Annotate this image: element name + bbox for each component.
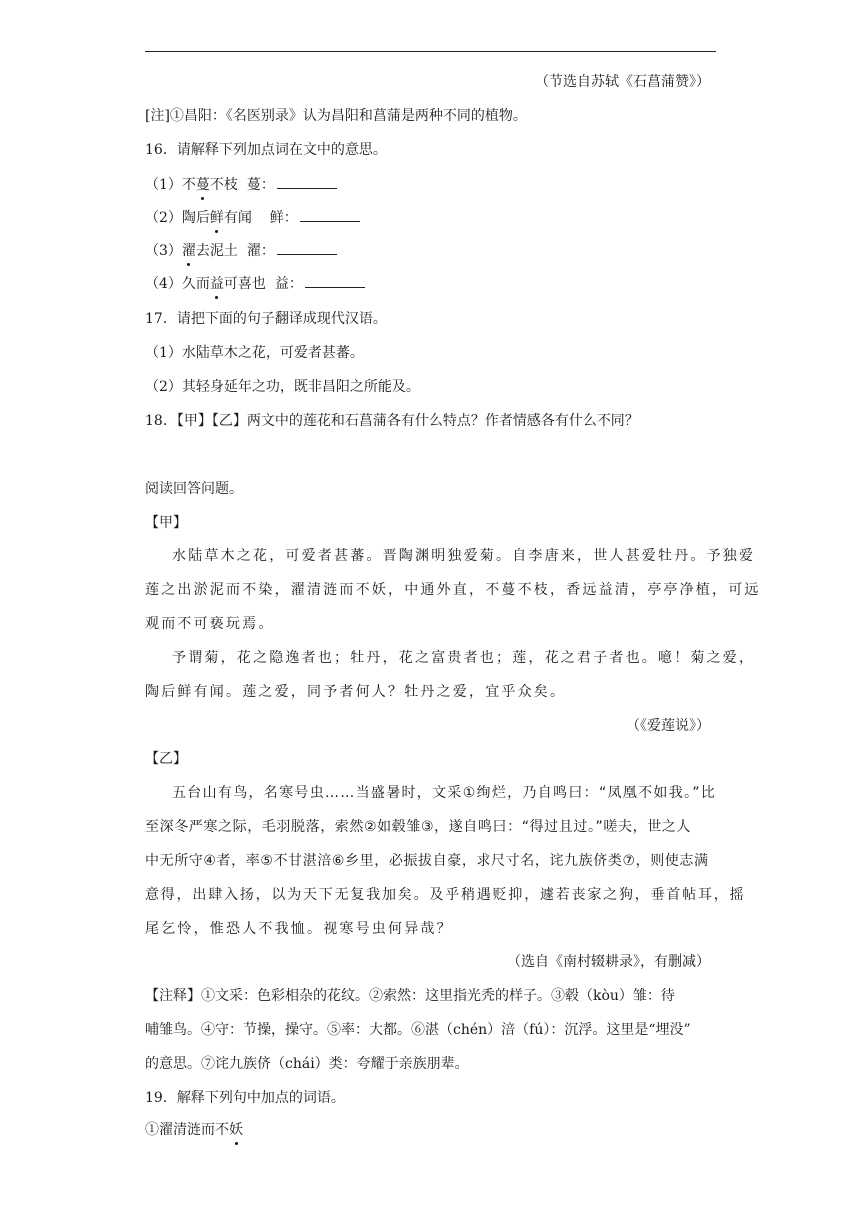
reading-instruction: 阅读回答问题。 (145, 481, 243, 497)
source-citation: （节选自苏轼《石菖蒲赞》） (535, 74, 710, 90)
dotted-word: 妖 (229, 1122, 243, 1138)
passage-yi-label: 【乙】 (145, 751, 187, 767)
passage-yi-line: 中无所守④者，率⑤不甘湛涪⑥乡里，必振拔自豪，求尺寸名，诧九族侪类⑦，则使志满 (145, 853, 709, 869)
question-16-title: 16．请解释下列加点词在文中的意思。 (145, 142, 387, 158)
answer-blank[interactable] (305, 273, 365, 288)
header-rule (145, 51, 716, 52)
annotation-line: 【注释】①文采：色彩相杂的花纹。②索然：这里指光秃的样子。③毂（kòu）雏：待 (145, 988, 675, 1004)
passage-jia-line: 观而不可亵玩焉。 (145, 616, 275, 632)
answer-blank[interactable] (300, 207, 360, 222)
passage-jia-line: 予谓菊，花之隐逸者也；牡丹，花之富贵者也；莲，花之君子者也。噫！菊之爱， (172, 650, 756, 666)
passage-jia-line: 水陆草木之花，可爱者甚蕃。晋陶渊明独爱菊。自李唐来，世人甚爱牡丹。予独爱 (172, 548, 756, 564)
annotation-line: 哺雏鸟。④守：节操，操守。⑤率：大都。⑥湛（chén）涪（fú）：沉浮。这里是“埋没” (145, 1022, 691, 1038)
passage-yi-line: 尾乞怜，惟恐人不我恤。视寒号虫何异哉？ (145, 921, 453, 937)
dotted-word: 鲜 (209, 210, 224, 226)
question-16-item-4: （4）久而益可喜也 益： (145, 273, 365, 294)
question-17-sentence-1: （1）水陆草木之花，可爱者甚蕃。 (145, 345, 364, 361)
dotted-word: 蔓 (195, 177, 210, 193)
passage-yi-line: 至深冬严寒之际，毛羽脱落，索然②如毂雏③，遂自鸣曰：“得过且过。”嗟夫，世之人 (145, 819, 692, 835)
passage-yi-line: 意得，出肆入扬，以为天下无复我加矣。及乎稍遇贬抑，遽若丧家之狗，垂首帖耳，摇 (145, 887, 746, 903)
question-18-title: 18．【甲】【乙】两文中的莲花和石菖蒲各有什么特点？作者情感各有什么不同？ (145, 413, 639, 429)
passage-jia-label: 【甲】 (145, 515, 187, 531)
passage-jia-source: （《爱莲说》） (626, 718, 710, 734)
answer-blank[interactable] (277, 240, 337, 255)
question-19-item-1: ①濯清涟而不妖 (145, 1122, 243, 1138)
dotted-word: 益 (209, 276, 224, 292)
passage-jia-line: 陶后鲜有闻。莲之爱，同予者何人？牡丹之爱，宜乎众矣。 (145, 684, 567, 700)
question-16-item-3: （3）濯去泥土 濯： (145, 240, 337, 261)
dotted-word: 濯 (181, 243, 196, 259)
question-16-item-1: （1）不蔓不枝 蔓： (145, 174, 337, 195)
passage-jia-line: 莲之出淤泥而不染，濯清涟而不妖，中通外直，不蔓不枝，香远益清，亭亭净植，可远 (145, 582, 761, 598)
answer-blank[interactable] (277, 174, 337, 189)
passage-yi-source: （选自《南村辍耕录》，有删减） (507, 954, 710, 970)
question-17-sentence-2: （2）其轻身延年之功，既非昌阳之所能及。 (145, 379, 420, 395)
annotation-line: 的意思。⑦诧九族侪（chái）类：夸耀于亲族朋辈。 (145, 1056, 469, 1072)
question-17-title: 17．请把下面的句子翻译成现代汉语。 (145, 311, 387, 327)
note-text: [注]①昌阳：《名医别录》认为昌阳和菖蒲是两种不同的植物。 (145, 108, 527, 124)
question-19-title: 19．解释下列句中加点的词语。 (145, 1090, 345, 1106)
passage-yi-line: 五台山有鸟，名寒号虫……当盛暑时，文采①绚烂，乃自鸣曰：“凤凰不如我。”比 (172, 785, 717, 801)
question-16-item-2: （2）陶后鲜有闻 鲜： (145, 207, 360, 228)
